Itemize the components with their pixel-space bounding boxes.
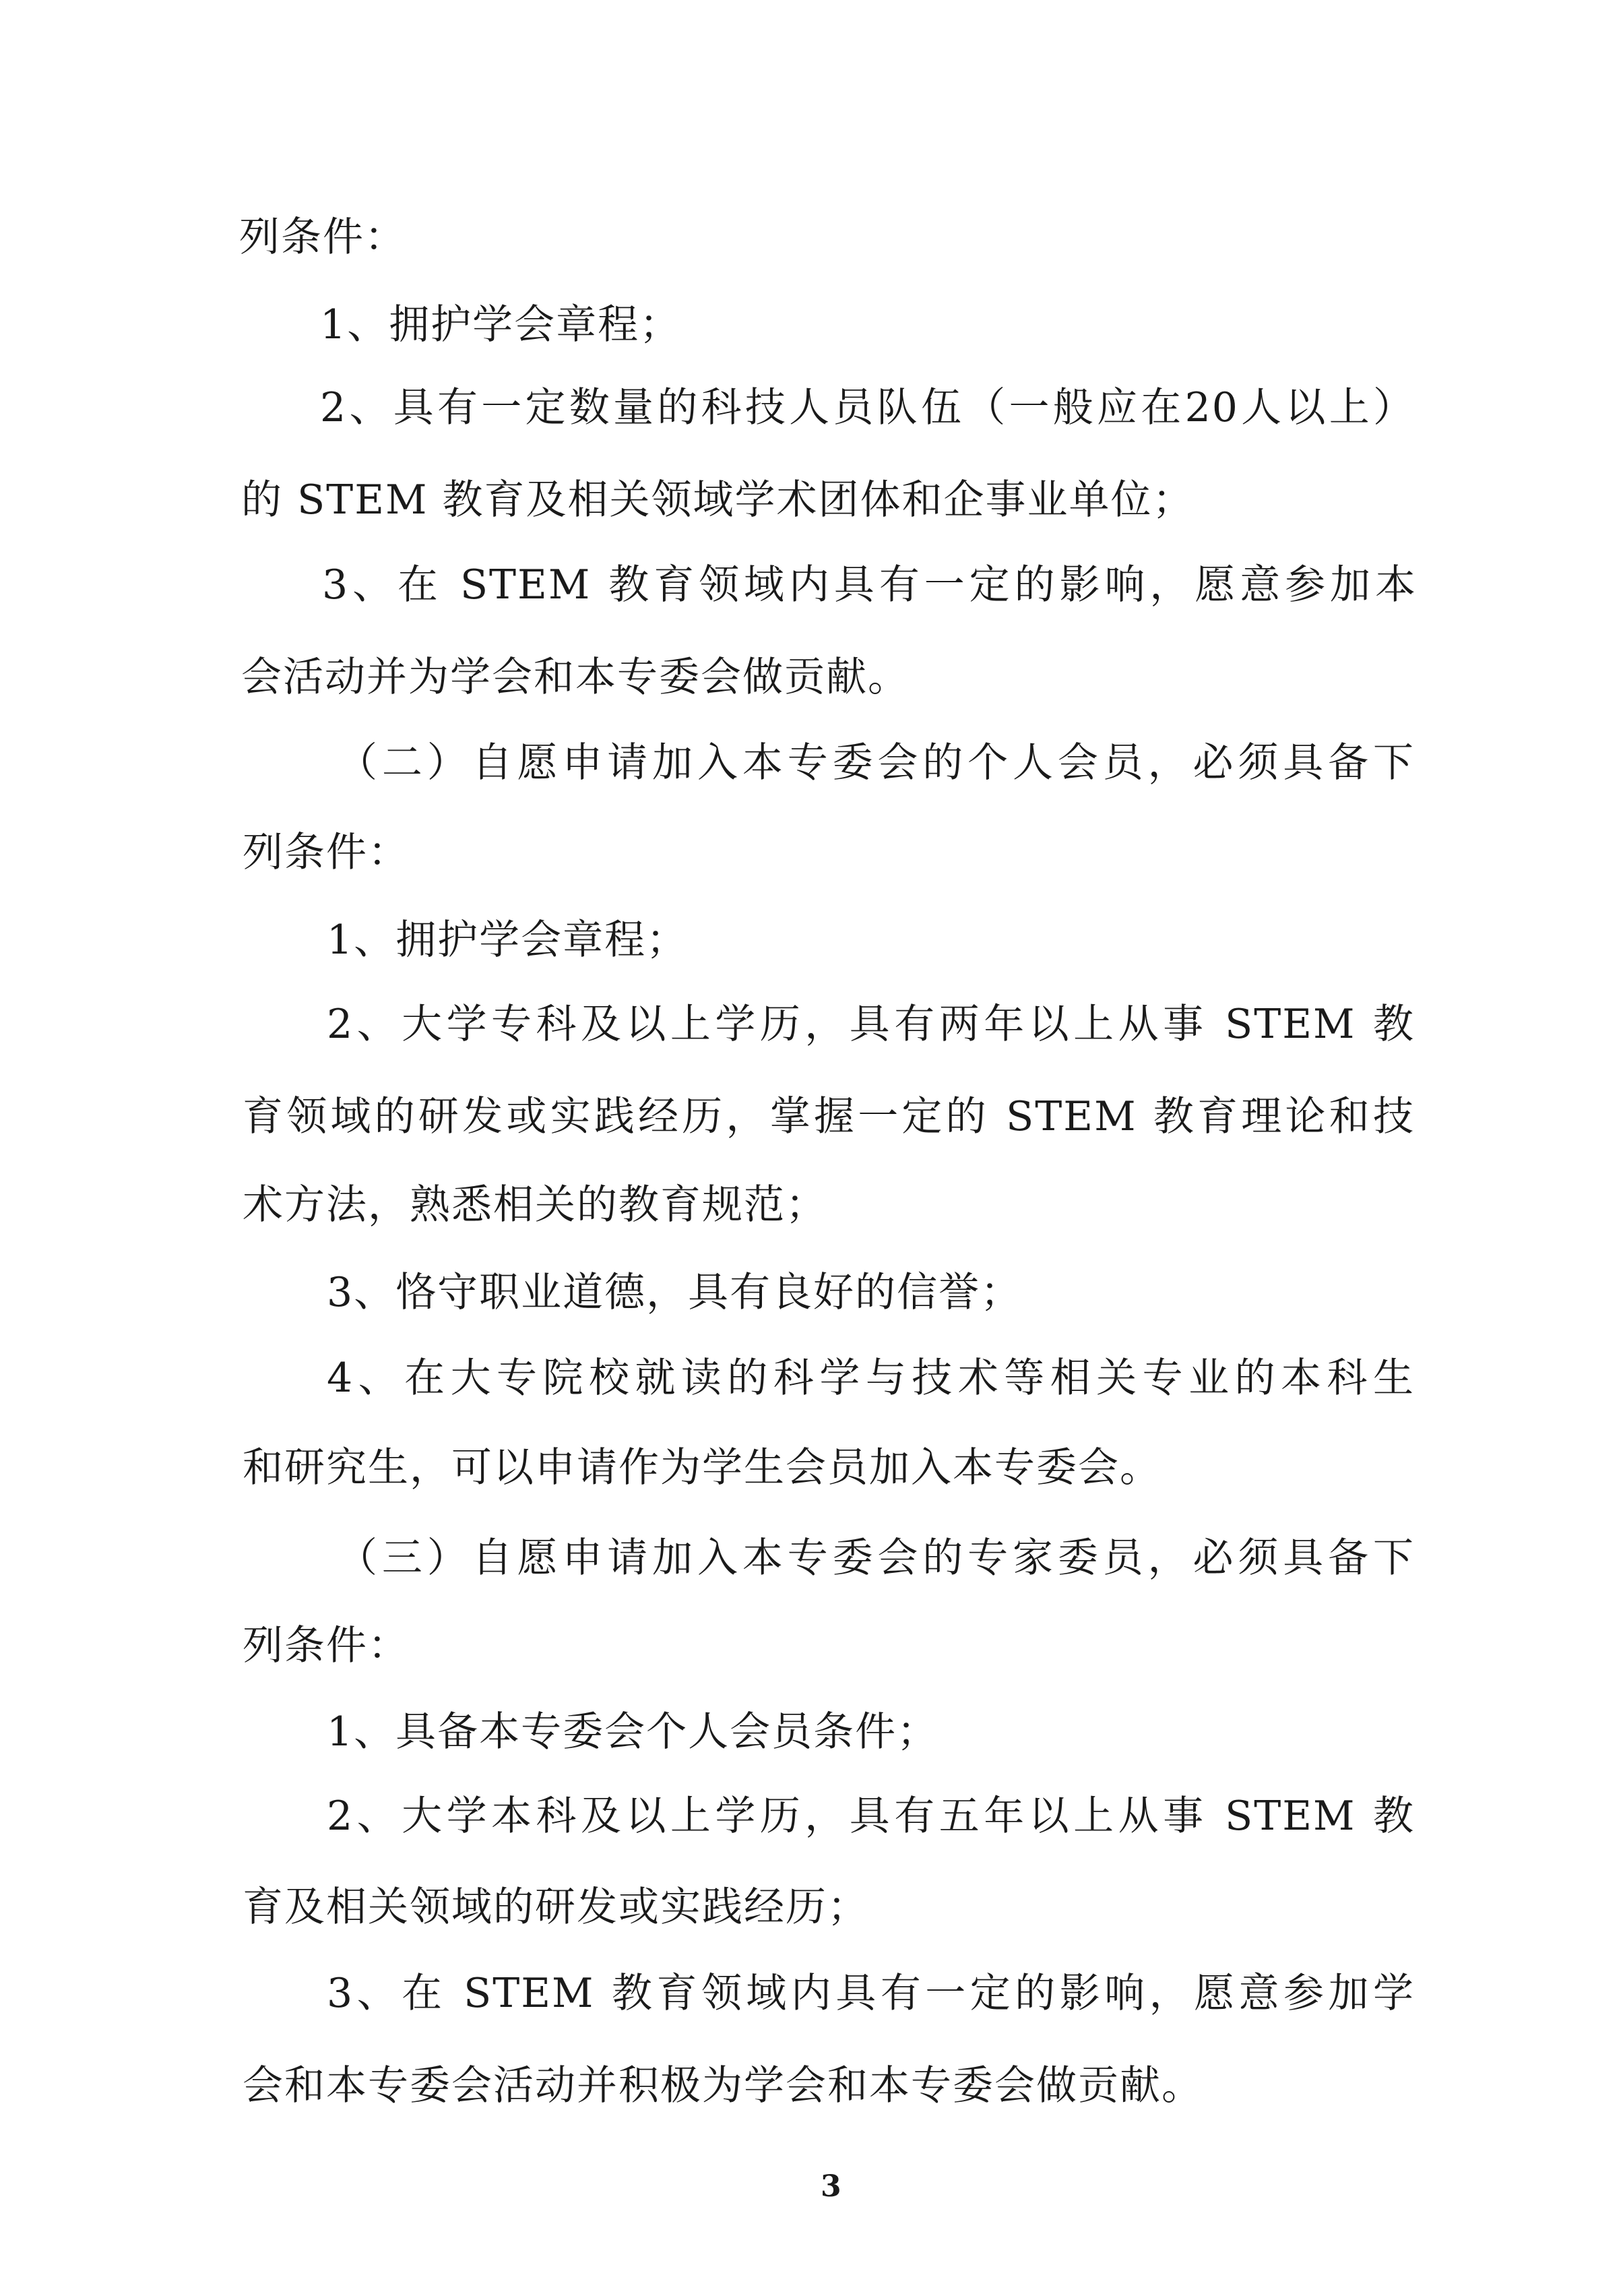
page-number: 3 (821, 2169, 841, 2204)
text-line: 2、具有一定数量的科技人员队伍（一般应在20人以上） (320, 384, 1415, 431)
text-line: 4、在大专院校就读的科学与技术等相关专业的本科生 (327, 1355, 1415, 1402)
text-line: 3、恪守职业道德，具有良好的信誉； (327, 1269, 1023, 1316)
text-line: （三）自愿申请加入本专委会的专家委员，必须具备下 (337, 1534, 1415, 1582)
text-line: 1、具备本专委会个人会员条件； (327, 1708, 939, 1756)
text-line: 会和本专委会活动并积极为学会和本专委会做贡献。 (243, 2062, 1203, 2109)
text-line: 和研究生，可以申请作为学生会员加入本专委会。 (243, 1444, 1161, 1491)
text-line: 2、大学本科及以上学历，具有五年以上从事 STEM 教 (327, 1793, 1415, 1840)
text-line: （二）自愿申请加入本专委会的个人会员，必须具备下 (337, 739, 1415, 786)
text-line: 列条件： (243, 829, 410, 876)
text-line: 2、大学专科及以上学历，具有两年以上从事 STEM 教 (327, 1001, 1415, 1048)
text-line: 育领域的研发或实践经历，掌握一定的 STEM 教育理论和技 (243, 1093, 1415, 1140)
text-line: 会活动并为学会和本专委会做贡献。 (241, 654, 910, 701)
text-line: 的 STEM 教育及相关领域学术团体和企事业单位； (241, 476, 1195, 524)
text-line: 列条件： (239, 214, 406, 261)
text-line: 1、拥护学会章程； (320, 301, 682, 348)
text-line: 育及相关领域的研发或实践经历； (243, 1884, 869, 1931)
text-line: 1、拥护学会章程； (327, 917, 689, 964)
text-line: 3、在 STEM 教育领域内具有一定的影响，愿意参加本 (322, 561, 1417, 609)
text-line: 列条件： (243, 1622, 410, 1669)
text-line: 3、在 STEM 教育领域内具有一定的影响，愿意参加学 (327, 1970, 1415, 2017)
text-line: 术方法，熟悉相关的教育规范； (243, 1181, 827, 1229)
